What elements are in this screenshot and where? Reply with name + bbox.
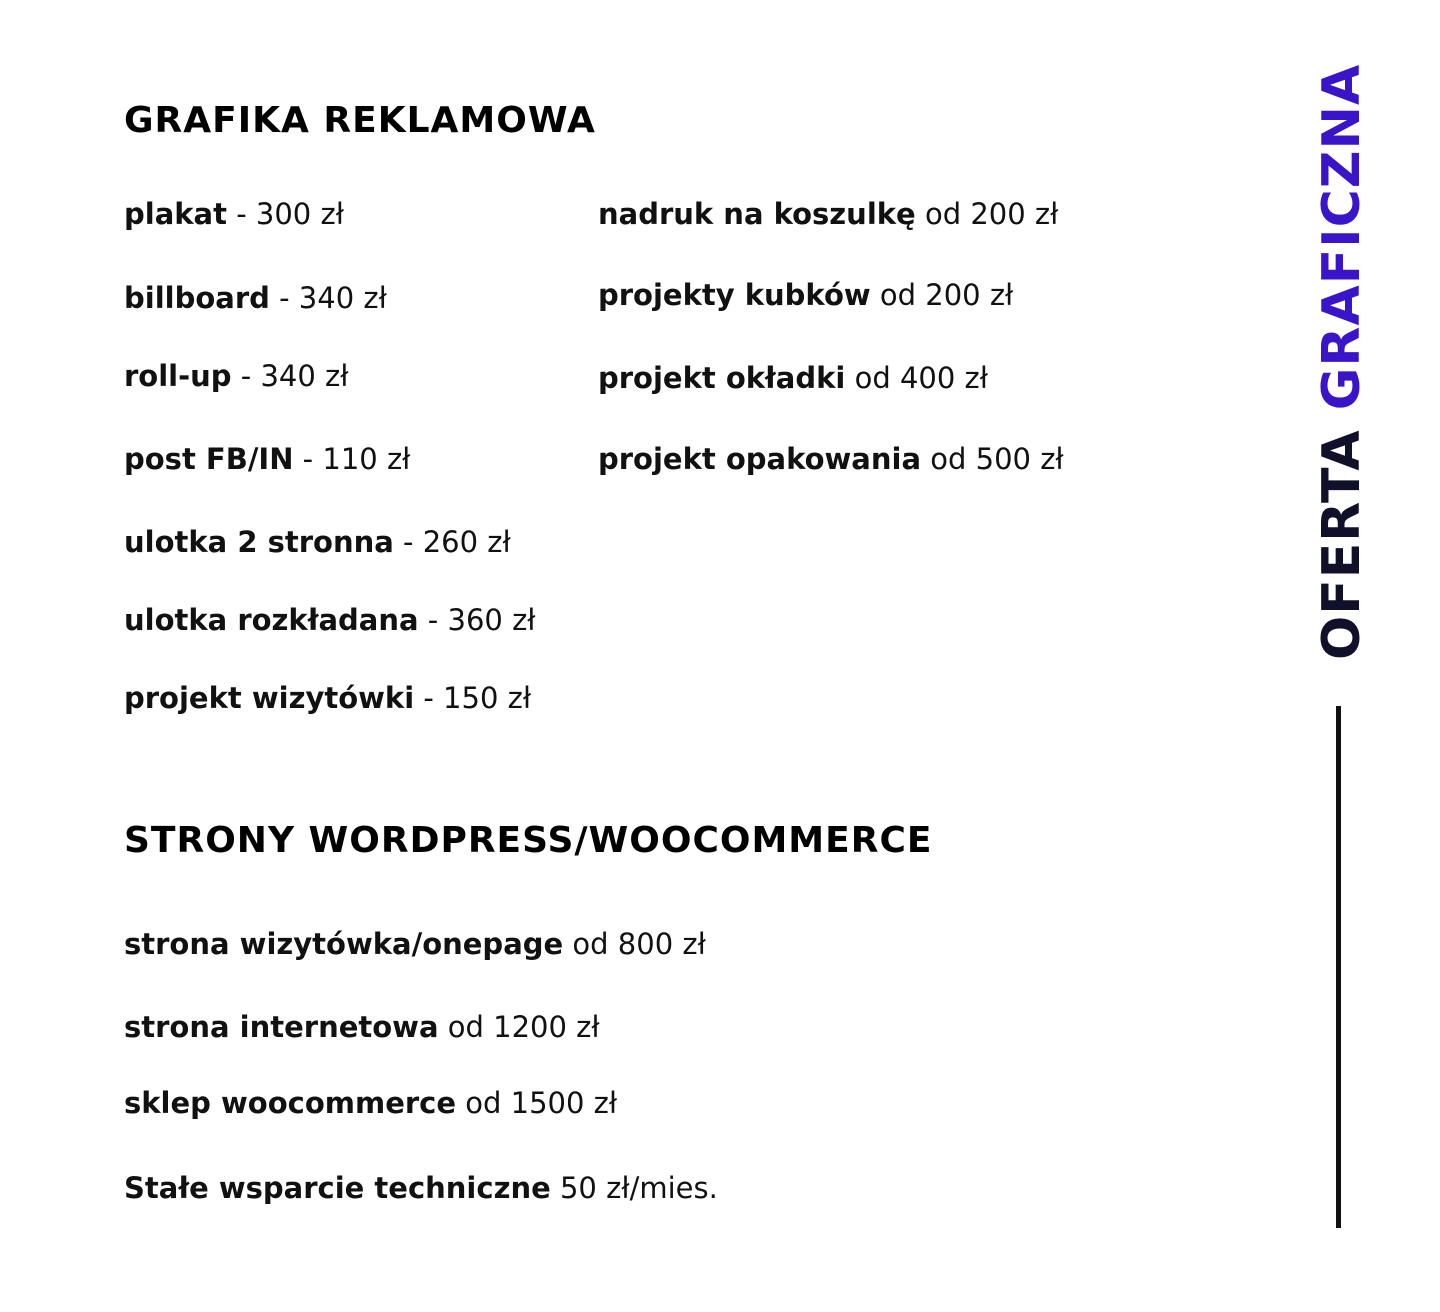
item-name: ulotka rozkładana <box>124 603 419 637</box>
item-name: sklep woocommerce <box>124 1086 457 1120</box>
section-title-grafika: GRAFIKA REKLAMOWA <box>124 100 596 141</box>
item-price: - 340 zł <box>269 281 387 315</box>
item-price: - 300 zł <box>227 197 344 231</box>
item-name: strona wizytówka/onepage <box>124 927 564 961</box>
price-item-ulotka-rozkladana <box>124 603 536 637</box>
price-item-projekt-okladki <box>598 361 988 395</box>
item-name: projekt wizytówki <box>124 681 415 715</box>
price-item-projekt-wizytowki <box>124 681 532 715</box>
item-name: projekt opakowania <box>598 442 922 476</box>
item-price: od 200 zł <box>870 278 1014 312</box>
price-item-nadruk-na-koszulke <box>598 197 1059 231</box>
item-price: - 260 zł <box>393 525 511 559</box>
price-item-wsparcie-techniczne <box>124 1171 718 1205</box>
item-name: strona internetowa <box>124 1010 439 1044</box>
side-title-oferta-graficzna <box>1312 63 1372 660</box>
item-name: nadruk na koszulkę <box>598 197 916 231</box>
item-price: od 200 zł <box>915 197 1059 231</box>
item-name: plakat <box>124 197 227 231</box>
price-item-strona-wizytowka <box>124 927 706 961</box>
item-name: post FB/IN <box>124 442 294 476</box>
item-name: billboard <box>124 281 270 315</box>
item-price: od 1200 zł <box>438 1010 600 1044</box>
item-name: Stałe wsparcie techniczne <box>124 1171 551 1205</box>
price-item-post-fb-in <box>124 442 411 476</box>
item-name: projekty kubków <box>598 278 871 312</box>
item-price: od 800 zł <box>563 927 706 961</box>
item-name: ulotka 2 stronna <box>124 525 394 559</box>
price-item-projekty-kubkow <box>598 278 1014 312</box>
side-title-word-oferta: OFERTA <box>1312 429 1372 660</box>
price-item-ulotka-2-stronna <box>124 525 511 559</box>
item-name: projekt okładki <box>598 361 846 395</box>
item-price: - 340 zł <box>231 359 349 393</box>
vertical-divider-line <box>1336 706 1341 1228</box>
price-item-roll-up <box>124 359 349 393</box>
price-item-strona-internetowa <box>124 1010 600 1044</box>
item-price: - 360 zł <box>418 603 536 637</box>
item-price: od 400 zł <box>845 361 988 395</box>
price-item-projekt-opakowania <box>598 442 1064 476</box>
item-price: od 500 zł <box>921 442 1064 476</box>
price-item-plakat <box>124 197 344 231</box>
side-title-word-graficzna: GRAFICZNA <box>1312 63 1372 411</box>
item-price: - 150 zł <box>414 681 532 715</box>
item-price: 50 zł/mies. <box>550 1171 718 1205</box>
item-price: od 1500 zł <box>456 1086 618 1120</box>
price-item-sklep-woocommerce <box>124 1086 618 1120</box>
item-price: - 110 zł <box>293 442 411 476</box>
section-title-wordpress: STRONY WORDPRESS/WOOCOMMERCE <box>124 820 933 861</box>
item-name: roll-up <box>124 359 232 393</box>
price-item-billboard <box>124 281 387 315</box>
